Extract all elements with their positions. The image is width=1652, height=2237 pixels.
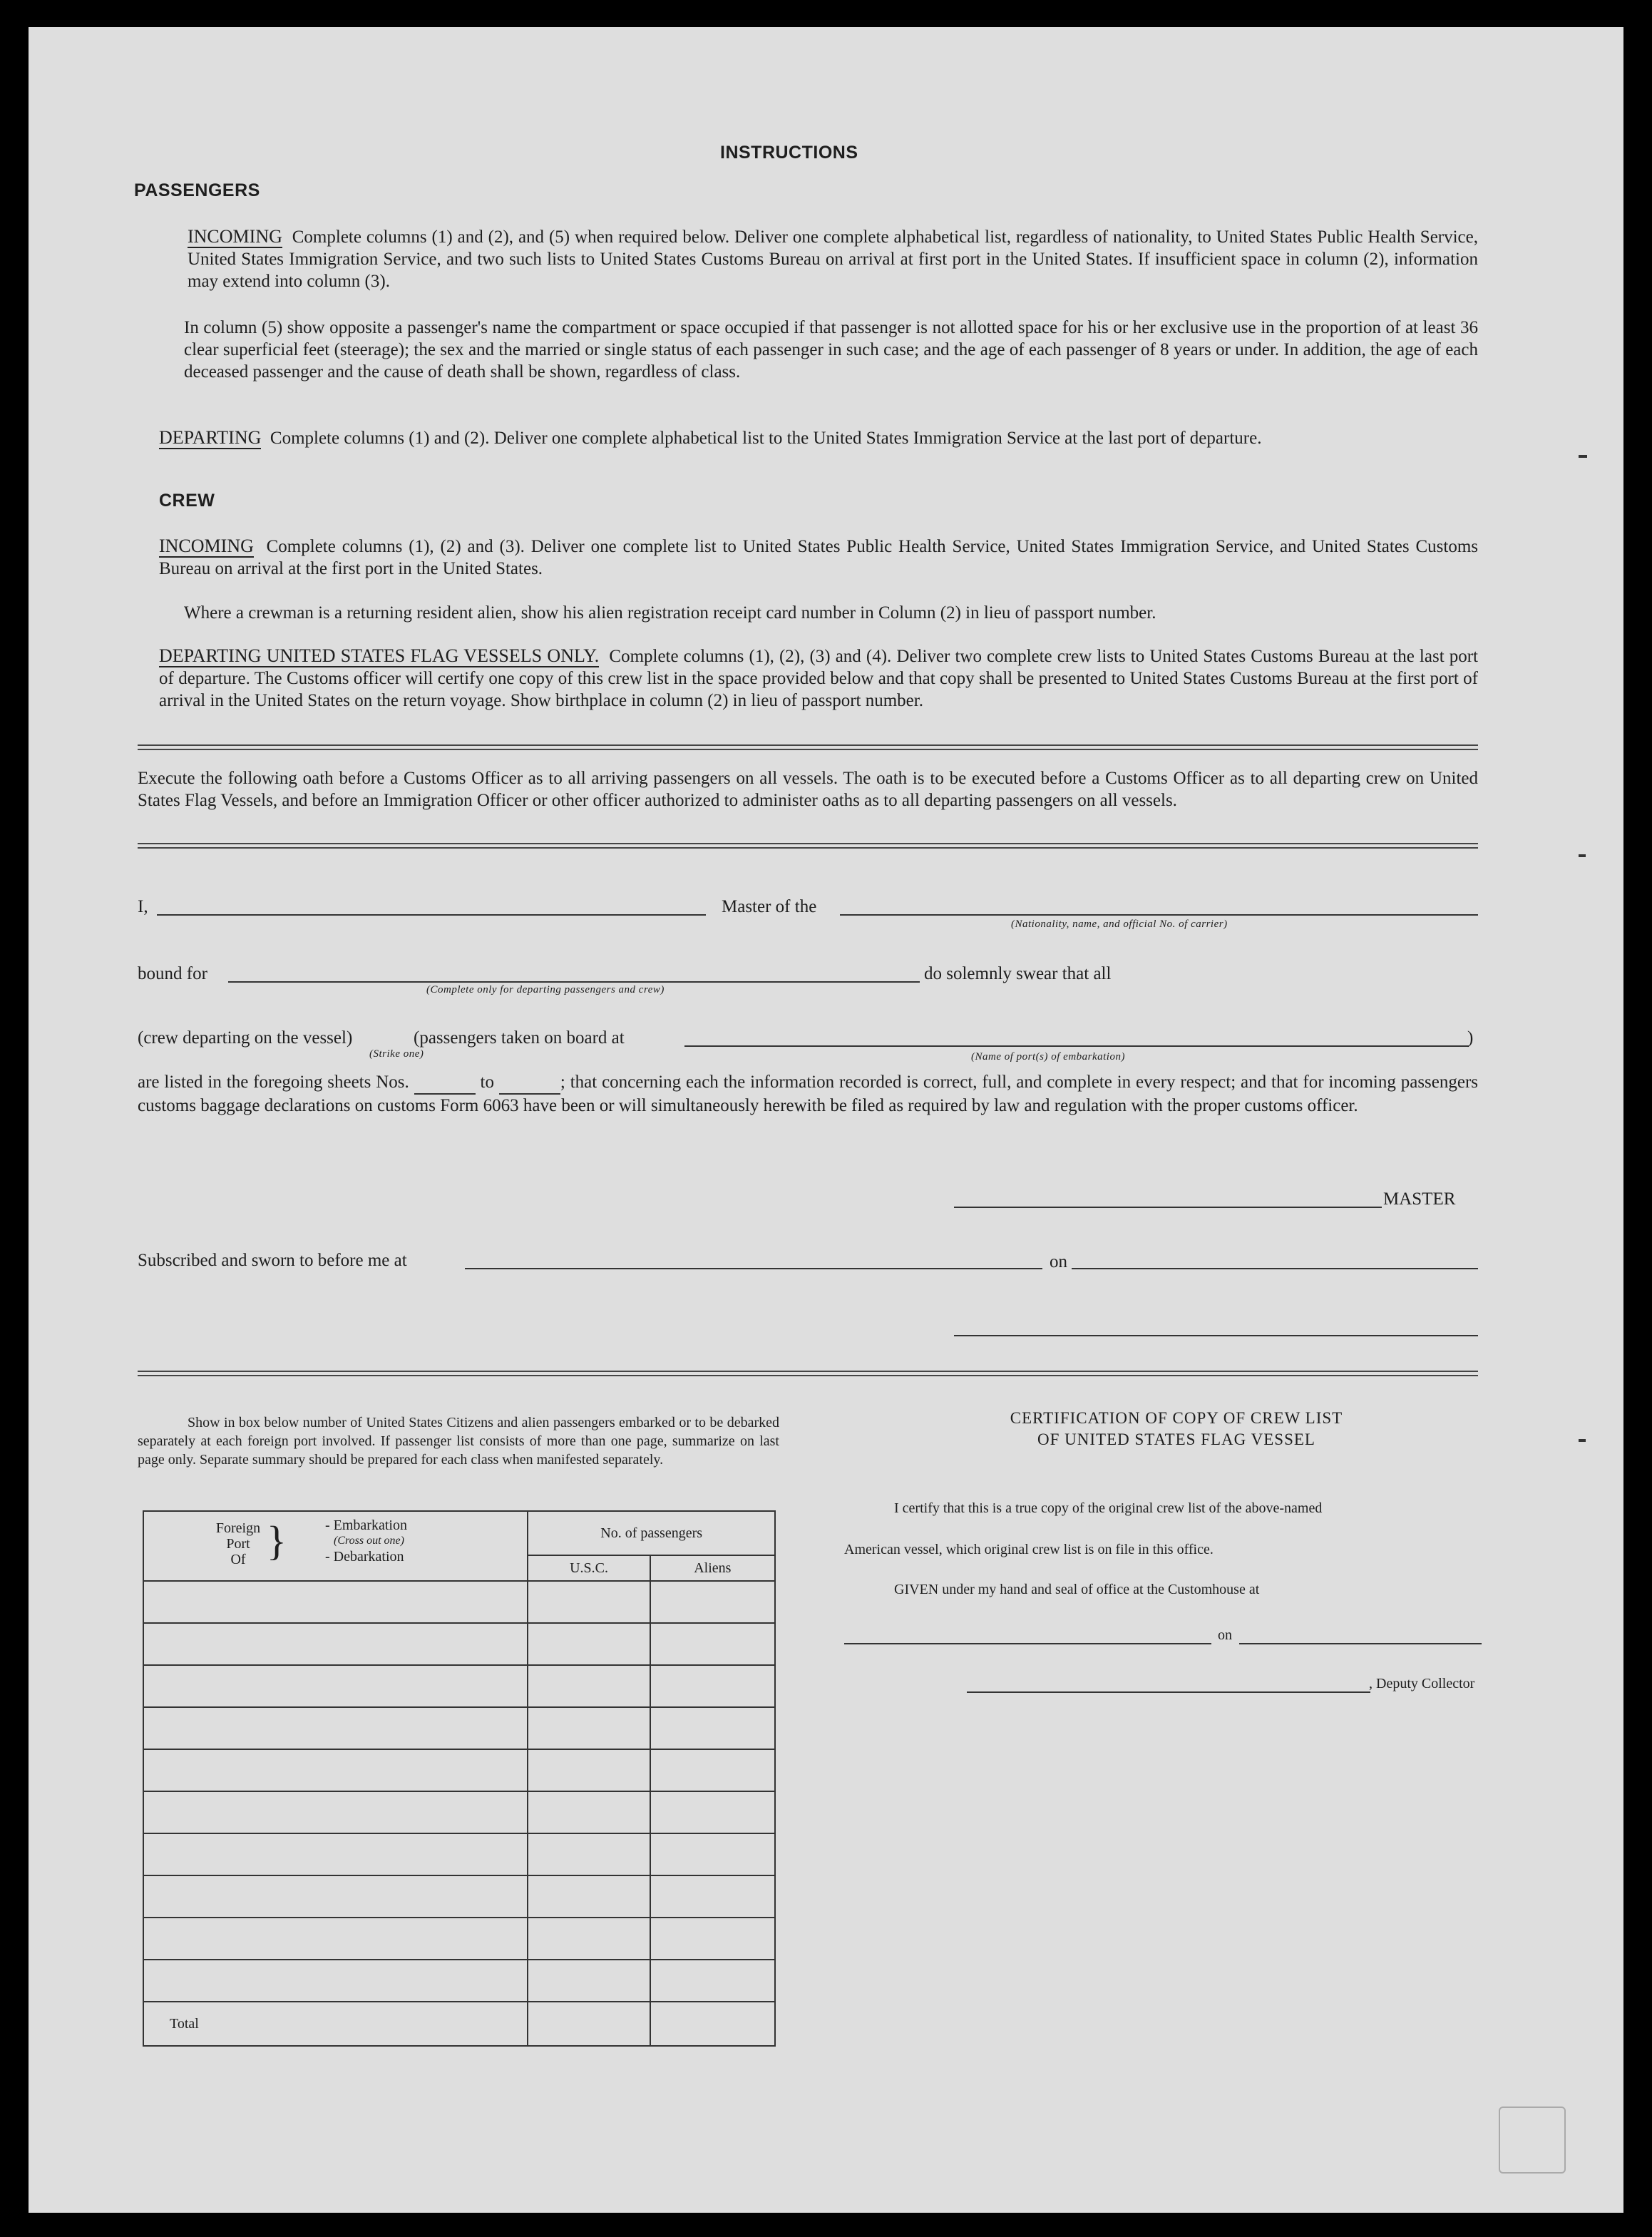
divider bbox=[138, 744, 1478, 750]
crew-resident-note: Where a crewman is a returning resident alien, show his alien registration receipt card number in Column (2) in lieu of passport number. bbox=[184, 603, 1156, 623]
strike-one-caption: (Strike one) bbox=[369, 1048, 424, 1060]
usc-cell[interactable] bbox=[528, 1623, 650, 1665]
table-row bbox=[143, 1581, 775, 1623]
table-row bbox=[143, 1833, 775, 1875]
table-row bbox=[143, 1875, 775, 1918]
sheet-from-field[interactable] bbox=[414, 1071, 476, 1095]
embarkation-label: - Embarkation bbox=[325, 1517, 407, 1533]
port-cell[interactable] bbox=[143, 1749, 528, 1791]
usc-cell[interactable] bbox=[528, 1749, 650, 1791]
port-cell[interactable] bbox=[143, 1918, 528, 1960]
passengers-taken-option: (passengers taken on board at bbox=[414, 1028, 625, 1048]
port-cell[interactable] bbox=[143, 1791, 528, 1833]
master-label: MASTER bbox=[1383, 1189, 1456, 1209]
scan-mark bbox=[1579, 455, 1587, 458]
aliens-cell[interactable] bbox=[650, 1707, 775, 1749]
no-passengers-header: No. of passengers bbox=[528, 1511, 775, 1555]
table-row bbox=[143, 1623, 775, 1665]
usc-cell[interactable] bbox=[528, 1960, 650, 2002]
aliens-cell[interactable] bbox=[650, 1918, 775, 1960]
certification-title bbox=[870, 1408, 1483, 1450]
passengers-heading: PASSENGERS bbox=[134, 180, 260, 200]
aliens-header: Aliens bbox=[650, 1555, 775, 1581]
port-cell[interactable] bbox=[143, 1581, 528, 1623]
scan-mark bbox=[1579, 1439, 1586, 1442]
usc-cell[interactable] bbox=[528, 1875, 650, 1918]
page-title: INSTRUCTIONS bbox=[720, 143, 858, 163]
sheet-to-field[interactable] bbox=[499, 1071, 560, 1095]
bound-for-label: bound for bbox=[138, 964, 207, 983]
table-row bbox=[143, 1918, 775, 1960]
oath-listed-paragraph bbox=[138, 1071, 1478, 1117]
certify-text: I certify that this is a true copy of the original crew list of the above-named bbox=[894, 1500, 1323, 1516]
master-name-field[interactable] bbox=[157, 914, 706, 916]
aliens-cell[interactable] bbox=[650, 1623, 775, 1665]
total-row bbox=[143, 2002, 775, 2046]
crew-departing-label: DEPARTING UNITED STATES FLAG VESSELS ONLY. bbox=[159, 645, 600, 666]
cert-on-label: on bbox=[1218, 1627, 1232, 1643]
sworn-date-field[interactable] bbox=[1072, 1268, 1478, 1269]
crew-departing-section bbox=[159, 645, 1478, 712]
crew-departing-option: (crew departing on the vessel) bbox=[138, 1028, 353, 1048]
port-cell[interactable] bbox=[143, 1665, 528, 1707]
brace-icon: } bbox=[267, 1517, 287, 1564]
table-row bbox=[143, 1665, 775, 1707]
crew-incoming-section bbox=[159, 535, 1478, 580]
aliens-cell[interactable] bbox=[650, 1960, 775, 2002]
port-caption: (Name of port(s) of embarkation) bbox=[971, 1051, 1125, 1063]
corner-box bbox=[1499, 2107, 1566, 2174]
aliens-cell[interactable] bbox=[650, 1749, 775, 1791]
aliens-cell[interactable] bbox=[650, 1665, 775, 1707]
passengers-incoming-text: Complete columns (1) and (2), and (5) when required below. Deliver one complete alphabetical list, regardless of nationality, to United States Public Health Service, United States Immigration Service, and two such lists to United States Customs Bureau on arrival at first port in the United States. If insufficient space in column (2), information may extend into column (3). bbox=[188, 227, 1479, 291]
master-signature-field[interactable] bbox=[954, 1207, 1382, 1208]
port-cell[interactable] bbox=[143, 1960, 528, 2002]
usc-cell[interactable] bbox=[528, 1833, 650, 1875]
usc-header: U.S.C. bbox=[528, 1555, 650, 1581]
sworn-on-label: on bbox=[1050, 1252, 1067, 1271]
nationality-caption: (Nationality, name, and official No. of carrier) bbox=[1011, 918, 1228, 930]
crew-departing-text: Complete columns (1), (2), (3) and (4). Deliver two complete crew lists to United States Customs Bureau at the last port of departure. The Customs officer will certify one copy of this crew list in the space provided below and that copy shall be presented to United States Customs Bureau at the first port of arrival in the United States on the return voyage. Show birthplace in column (2) in lieu of passport number. bbox=[159, 647, 1479, 710]
aliens-total-cell[interactable] bbox=[650, 2002, 775, 2046]
form-page bbox=[29, 27, 1623, 2213]
passengers-departing-section bbox=[159, 426, 1478, 449]
of-label: Of bbox=[230, 1552, 246, 1567]
usc-cell[interactable] bbox=[528, 1791, 650, 1833]
divider bbox=[138, 1371, 1478, 1376]
passengers-column5-text: In column (5) show opposite a passenger's name the compartment or space occupied if that passenger is not allotted space for his or her exclusive use in the proportion of at least 36 clear superficial feet (steerage); the sex and the married or single status of each passenger in such case; and the age of each passenger of 8 years or under. In addition, the age of each deceased passenger and the cause of death shall be shown, regardless of class. bbox=[184, 318, 1478, 382]
certification-title-line2: OF UNITED STATES FLAG VESSEL bbox=[1037, 1430, 1315, 1448]
certification-title-line1: CERTIFICATION OF COPY OF CREW LIST bbox=[1010, 1409, 1343, 1427]
bound-for-caption: (Complete only for departing passengers and crew) bbox=[426, 984, 665, 995]
carrier-field[interactable] bbox=[840, 914, 1478, 916]
debarkation-label: - Debarkation bbox=[325, 1549, 404, 1565]
close-paren: ) bbox=[1467, 1028, 1474, 1048]
passengers-incoming-section bbox=[188, 225, 1478, 292]
american-vessel-text: American vessel, which original crew list is on file in this office. bbox=[844, 1542, 1214, 1557]
listed-to-label: to bbox=[480, 1073, 494, 1092]
crew-incoming-label: INCOMING bbox=[159, 536, 254, 556]
port-label: Port bbox=[226, 1536, 250, 1552]
aliens-cell[interactable] bbox=[650, 1833, 775, 1875]
deputy-collector-label: , Deputy Collector bbox=[1369, 1676, 1475, 1691]
officer-signature-field[interactable] bbox=[954, 1335, 1478, 1336]
sworn-place-field[interactable] bbox=[465, 1268, 1042, 1269]
aliens-cell[interactable] bbox=[650, 1791, 775, 1833]
swear-label: do solemnly swear that all bbox=[924, 964, 1112, 983]
cert-date-field[interactable] bbox=[1239, 1643, 1482, 1644]
foreign-label: Foreign bbox=[215, 1520, 261, 1536]
port-header-cell bbox=[143, 1511, 528, 1581]
usc-cell[interactable] bbox=[528, 1707, 650, 1749]
table-row bbox=[143, 1749, 775, 1791]
master-of-the-label: Master of the bbox=[722, 897, 817, 916]
bound-for-field[interactable] bbox=[228, 981, 920, 983]
usc-cell[interactable] bbox=[528, 1665, 650, 1707]
table-row bbox=[143, 1960, 775, 2002]
usc-total-cell[interactable] bbox=[528, 2002, 650, 2046]
port-cell[interactable] bbox=[143, 1707, 528, 1749]
usc-cell[interactable] bbox=[528, 1581, 650, 1623]
passenger-summary-table bbox=[143, 1510, 776, 2047]
subscribed-label: Subscribed and sworn to before me at bbox=[138, 1251, 407, 1270]
total-label: Total bbox=[143, 2002, 528, 2046]
port-cell[interactable] bbox=[143, 1623, 528, 1665]
cross-out-caption: (Cross out one) bbox=[334, 1535, 404, 1547]
customhouse-field[interactable] bbox=[844, 1643, 1211, 1644]
passengers-incoming-label: INCOMING bbox=[188, 226, 282, 247]
crew-heading: CREW bbox=[159, 491, 215, 511]
table-row bbox=[143, 1791, 775, 1833]
passengers-departing-text: Complete columns (1) and (2). Deliver one complete alphabetical list to the United States Immigration Service at the last port of departure. bbox=[270, 429, 1262, 448]
port-of-embarkation-field[interactable] bbox=[684, 1045, 1469, 1047]
crew-incoming-text: Complete columns (1), (2) and (3). Deliver one complete list to United States Public Health Service, United States Immigration Service, and United States Customs Bureau on arrival at the first port in the United States. bbox=[159, 537, 1479, 578]
usc-cell[interactable] bbox=[528, 1918, 650, 1960]
divider bbox=[138, 843, 1478, 849]
listed-statement: ; that concerning each the information recorded is correct, full, and complete in every respect; and that for incoming passengers customs baggage declarations on customs Form 6063 have been or will simultaneously herewith be filed as required by law and regulation with the proper customs officer. bbox=[138, 1073, 1479, 1115]
deputy-signature-field[interactable] bbox=[967, 1691, 1370, 1693]
scan-mark bbox=[1579, 854, 1586, 857]
aliens-cell[interactable] bbox=[650, 1875, 775, 1918]
listed-sheets-label: are listed in the foregoing sheets Nos. bbox=[138, 1073, 409, 1092]
oath-i-label: I, bbox=[138, 897, 148, 916]
given-text: GIVEN under my hand and seal of office at the Customhouse at bbox=[894, 1582, 1260, 1597]
oath-intro: Execute the following oath before a Customs Officer as to all arriving passengers on all vessels. The oath is to be executed before a Customs Officer as to all departing crew on United States Flag Vessels, and before an Immigration Officer or other officer authorized to administer oaths as to all departing passengers on all vessels. bbox=[138, 769, 1478, 810]
summary-note: Show in box below number of United States Citizens and alien passengers embarked or to be debarked separately at each foreign port involved. If passenger list consists of more than one page, summarize on last page only. Separate summary should be prepared for each class when manifested separately. bbox=[138, 1415, 779, 1468]
port-cell[interactable] bbox=[143, 1875, 528, 1918]
aliens-cell[interactable] bbox=[650, 1581, 775, 1623]
passengers-departing-label: DEPARTING bbox=[159, 427, 262, 448]
port-cell[interactable] bbox=[143, 1833, 528, 1875]
table-row bbox=[143, 1707, 775, 1749]
